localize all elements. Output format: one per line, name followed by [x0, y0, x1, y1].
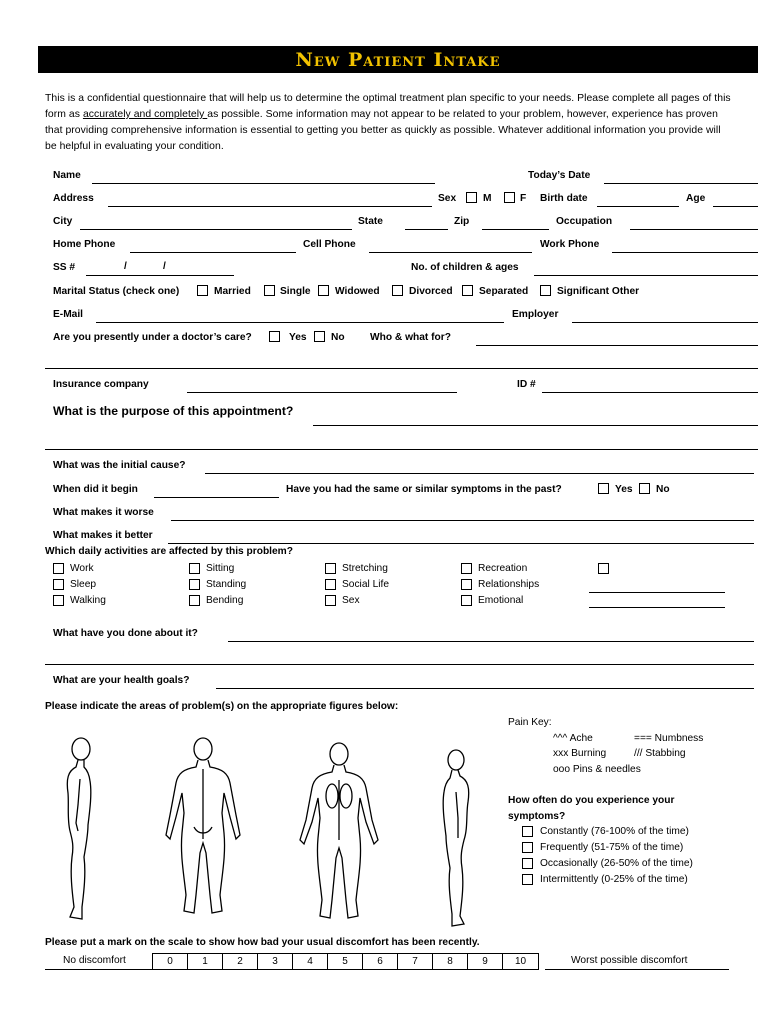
occupation-field[interactable]: [630, 229, 758, 230]
pain-key-ache: ^^^ Ache: [553, 733, 593, 744]
separated-checkbox[interactable]: [462, 285, 473, 296]
scale-cell-8[interactable]: 8: [433, 954, 468, 969]
cell-phone-label: Cell Phone: [303, 239, 356, 250]
employer-field[interactable]: [572, 322, 758, 323]
better-label: What makes it better: [53, 530, 153, 541]
scale-right-line: [545, 969, 729, 970]
better-field[interactable]: [168, 543, 754, 544]
who-what-label: Who & what for?: [370, 332, 451, 343]
ss-label: SS #: [53, 262, 76, 273]
activity-work-label: Work: [70, 563, 94, 574]
doctor-care-yes-checkbox[interactable]: [269, 331, 280, 342]
children-label: No. of children & ages: [411, 262, 519, 273]
state-label: State: [358, 216, 383, 227]
activity-sex-checkbox[interactable]: [325, 595, 336, 606]
name-label: Name: [53, 170, 81, 181]
activity-other-checkbox[interactable]: [598, 563, 609, 574]
activity-sitting-label: Sitting: [206, 563, 235, 574]
significant-other-label: Significant Other: [557, 286, 640, 297]
ss-slash-1: /: [124, 261, 127, 272]
doctor-care-no-checkbox[interactable]: [314, 331, 325, 342]
frequency-constantly-checkbox[interactable]: [522, 826, 533, 837]
todays-date-label: Today’s Date: [528, 170, 591, 181]
frequency-occasionally-checkbox[interactable]: [522, 858, 533, 869]
divorced-label: Divorced: [409, 286, 453, 297]
sex-m-label: M: [483, 193, 492, 204]
scale-cell-5[interactable]: 5: [328, 954, 363, 969]
city-field[interactable]: [80, 229, 352, 230]
body-figure-front[interactable]: [294, 740, 384, 925]
done-about-field[interactable]: [228, 641, 754, 642]
form-title: New Patient Intake: [295, 48, 501, 71]
health-goals-field[interactable]: [216, 688, 754, 689]
scale-cell-7[interactable]: 7: [398, 954, 433, 969]
married-label: Married: [214, 286, 251, 297]
worse-label: What makes it worse: [53, 507, 154, 518]
scale-cell-3[interactable]: 3: [258, 954, 293, 969]
pain-key-burning: xxx Burning: [553, 748, 607, 759]
initial-cause-label: What was the initial cause?: [53, 460, 186, 471]
sex-label: Sex: [438, 193, 457, 204]
scale-cell-10[interactable]: 10: [514, 956, 527, 967]
id-label: ID #: [517, 379, 536, 390]
discomfort-scale: [152, 953, 539, 970]
activity-relationships-checkbox[interactable]: [461, 579, 472, 590]
employer-label: Employer: [512, 309, 559, 320]
cell-phone-field[interactable]: [369, 252, 532, 253]
activity-bending-label: Bending: [206, 595, 244, 606]
age-label: Age: [686, 193, 706, 204]
pain-key-stabbing: /// Stabbing: [634, 748, 686, 759]
activity-relationships-label: Relationships: [478, 579, 540, 590]
activity-emotional-label: Emotional: [478, 595, 524, 606]
state-field[interactable]: [405, 229, 448, 230]
done-about-label: What have you done about it?: [53, 628, 198, 639]
address-label: Address: [53, 193, 94, 204]
single-label: Single: [280, 286, 311, 297]
initial-cause-field[interactable]: [205, 473, 754, 474]
scale-cell-9[interactable]: 9: [468, 954, 503, 969]
sex-f-checkbox[interactable]: [504, 192, 515, 203]
frequency-intermittently-checkbox[interactable]: [522, 874, 533, 885]
body-figure-back[interactable]: [160, 735, 246, 925]
purpose-extra-line[interactable]: [45, 449, 758, 450]
insurance-field[interactable]: [187, 392, 457, 393]
when-begin-field[interactable]: [154, 497, 279, 498]
email-field[interactable]: [96, 322, 504, 323]
scale-cell-6[interactable]: 6: [363, 954, 398, 969]
activity-other-field-2[interactable]: [589, 607, 725, 608]
frequency-occasionally-label: Occasionally (26-50% of the time): [540, 858, 693, 869]
activity-social-life-checkbox[interactable]: [325, 579, 336, 590]
daily-activities-label: Which daily activities are affected by this problem?: [45, 546, 293, 557]
marital-label: Marital Status (check one): [53, 286, 180, 297]
doctor-care-yes-label: Yes: [289, 332, 307, 343]
figures-instruction: Please indicate the areas of problem(s) on the appropriate figures below:: [45, 701, 399, 712]
frequency-question-line2: symptoms?: [508, 811, 566, 822]
similar-yes-checkbox[interactable]: [598, 483, 609, 494]
city-label: City: [53, 216, 73, 227]
similar-yes-label: Yes: [615, 484, 633, 495]
frequency-frequently-checkbox[interactable]: [522, 842, 533, 853]
activity-recreation-checkbox[interactable]: [461, 563, 472, 574]
frequency-frequently-label: Frequently (51-75% of the time): [540, 842, 684, 853]
todays-date-field[interactable]: [604, 183, 758, 184]
zip-field[interactable]: [482, 229, 549, 230]
activity-bending-checkbox[interactable]: [189, 595, 200, 606]
ss-slash-2: /: [163, 261, 166, 272]
body-figure-side-right[interactable]: [438, 748, 478, 928]
activity-sitting-checkbox[interactable]: [189, 563, 200, 574]
scale-cell-2[interactable]: 2: [223, 954, 258, 969]
activity-walking-label: Walking: [70, 595, 106, 606]
similar-no-checkbox[interactable]: [639, 483, 650, 494]
address-field[interactable]: [108, 206, 432, 207]
pain-key-numbness: === Numbness: [634, 733, 704, 744]
activity-sleep-label: Sleep: [70, 579, 97, 590]
married-checkbox[interactable]: [197, 285, 208, 296]
frequency-question-line1: How often do you experience your: [508, 795, 675, 806]
activity-other-field-1[interactable]: [589, 592, 725, 593]
activity-social-life-label: Social Life: [342, 579, 390, 590]
purpose-field[interactable]: [313, 425, 758, 426]
worse-field[interactable]: [171, 520, 754, 521]
children-field[interactable]: [534, 275, 758, 276]
scale-instruction: Please put a mark on the scale to show how bad your usual discomfort has been recently.: [45, 937, 480, 948]
activity-walking-checkbox[interactable]: [53, 595, 64, 606]
health-goals-label: What are your health goals?: [53, 675, 190, 686]
birth-date-field[interactable]: [597, 206, 679, 207]
pain-key-pins: ooo Pins & needles: [553, 764, 641, 775]
home-phone-label: Home Phone: [53, 239, 116, 250]
home-phone-field[interactable]: [130, 252, 296, 253]
zip-label: Zip: [454, 216, 470, 227]
activity-sex-label: Sex: [342, 595, 360, 606]
who-what-field[interactable]: [476, 345, 758, 346]
frequency-constantly-label: Constantly (76-100% of the time): [540, 826, 689, 837]
occupation-label: Occupation: [556, 216, 613, 227]
sex-f-label: F: [520, 193, 527, 204]
widowed-label: Widowed: [335, 286, 380, 297]
intro-paragraph: [45, 91, 735, 155]
similar-symptoms-label: Have you had the same or similar symptoms in the past?: [286, 484, 562, 495]
scale-left-line: [45, 969, 152, 970]
activity-standing-label: Standing: [206, 579, 247, 590]
significant-other-checkbox[interactable]: [540, 285, 551, 296]
done-about-extra-line[interactable]: [45, 664, 754, 665]
pain-key-title: Pain Key:: [508, 717, 552, 728]
intro-text-1: This is a confidential questionnaire that will help us to determine the optimal treatment plan specific to your needs. Please complete all pages of this form as: [45, 93, 731, 120]
email-label: E-Mail: [53, 309, 84, 320]
doctor-care-no-label: No: [331, 332, 345, 343]
similar-no-label: No: [656, 484, 670, 495]
scale-cell-1[interactable]: 1: [188, 954, 223, 969]
single-checkbox[interactable]: [264, 285, 275, 296]
separated-label: Separated: [479, 286, 529, 297]
id-field[interactable]: [542, 392, 758, 393]
frequency-intermittently-label: Intermittently (0-25% of the time): [540, 874, 688, 885]
who-what-extra-line[interactable]: [45, 368, 758, 369]
widowed-checkbox[interactable]: [318, 285, 329, 296]
name-field[interactable]: [92, 183, 435, 184]
age-field[interactable]: [713, 206, 758, 207]
activity-stretching-checkbox[interactable]: [325, 563, 336, 574]
scale-high-label: Worst possible discomfort: [571, 955, 688, 966]
divorced-checkbox[interactable]: [392, 285, 403, 296]
intro-text-2: as possible. Some information may not appear to be related to your problem, however, experience has proven that providing comprehensive information is essential to getting you better as quickly as possible. Whatever additional information you provide will be helpful in evaluating your condition.: [45, 109, 721, 152]
title-bar: [38, 46, 758, 73]
activity-standing-checkbox[interactable]: [189, 579, 200, 590]
intro-underlined: accurately and completely: [82, 109, 208, 120]
scale-cell-0[interactable]: 0: [153, 954, 188, 969]
activity-sleep-checkbox[interactable]: [53, 579, 64, 590]
when-begin-label: When did it begin: [53, 484, 138, 495]
work-phone-field[interactable]: [612, 252, 758, 253]
doctor-care-label: Are you presently under a doctor’s care?: [53, 332, 252, 343]
ss-field[interactable]: [86, 275, 234, 276]
insurance-label: Insurance company: [53, 379, 149, 390]
purpose-question: What is the purpose of this appointment?: [53, 404, 294, 418]
sex-m-checkbox[interactable]: [466, 192, 477, 203]
birth-date-label: Birth date: [540, 193, 588, 204]
activity-emotional-checkbox[interactable]: [461, 595, 472, 606]
activity-recreation-label: Recreation: [478, 563, 528, 574]
activity-work-checkbox[interactable]: [53, 563, 64, 574]
scale-cell-4[interactable]: 4: [293, 954, 328, 969]
body-figure-side-left[interactable]: [56, 735, 106, 930]
activity-stretching-label: Stretching: [342, 563, 388, 574]
scale-low-label: No discomfort: [63, 955, 126, 966]
work-phone-label: Work Phone: [540, 239, 600, 250]
